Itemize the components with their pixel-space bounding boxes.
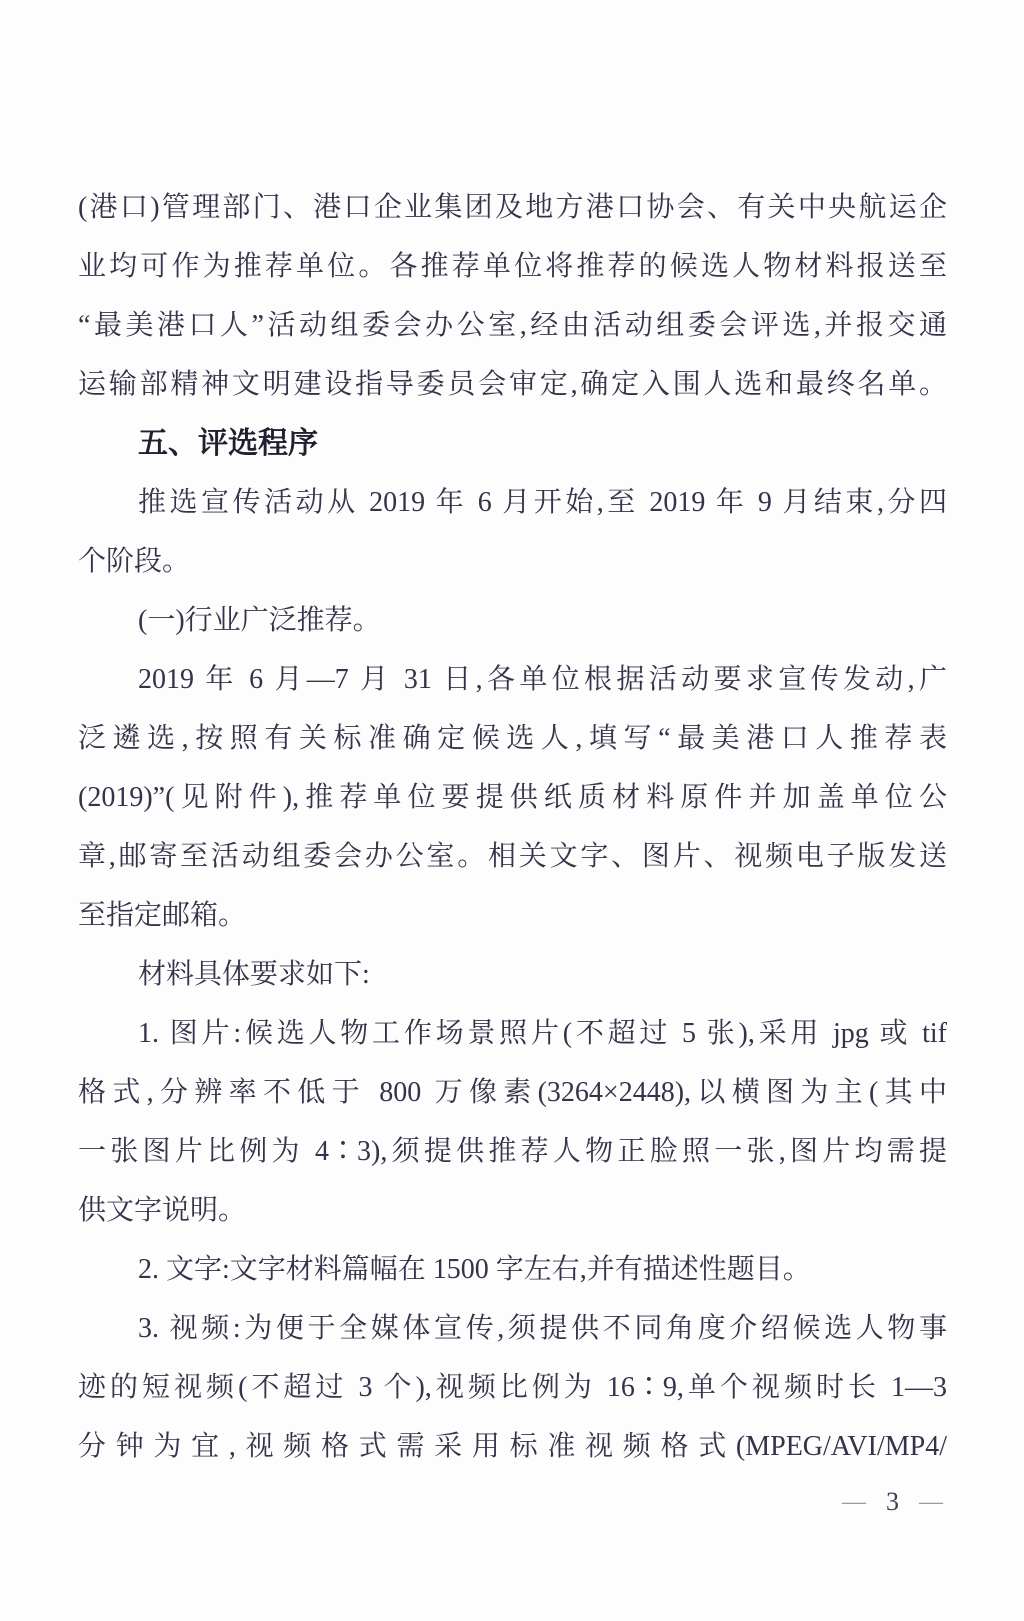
text-line: 至指定邮箱。	[78, 900, 247, 931]
text-line: 一张图片比例为 4∶3),须提供推荐人物正脸照一张,图片均需提	[78, 1136, 947, 1167]
section-heading: 五、评选程序	[138, 427, 318, 460]
text-line: (港口)管理部门、港口企业集团及地方港口协会、有关中央航运企	[78, 192, 947, 223]
footer-dash-left: —	[842, 1489, 866, 1515]
text-line: 章,邮寄至活动组委会办公室。相关文字、图片、视频电子版发送	[78, 841, 947, 872]
text-line: (2019)”(见附件),推荐单位要提供纸质材料原件并加盖单位公	[78, 782, 947, 813]
text-line: 业均可作为推荐单位。各推荐单位将推荐的候选人物材料报送至	[78, 251, 947, 282]
text-line: “最美港口人”活动组委会办公室,经由活动组委会评选,并报交通	[78, 310, 947, 341]
text-line: 2. 文字:文字材料篇幅在 1500 字左右,并有描述性题目。	[138, 1254, 811, 1285]
footer-dash-right: —	[919, 1489, 943, 1515]
text-line: 3. 视频:为便于全媒体宣传,须提供不同角度介绍候选人物事	[138, 1313, 947, 1344]
text-line: 推选宣传活动从 2019 年 6 月开始,至 2019 年 9 月结束,分四	[138, 487, 947, 518]
text-line: 迹的短视频(不超过 3 个),视频比例为 16∶9,单个视频时长 1—3	[78, 1372, 947, 1403]
text-line: 泛遴选,按照有关标准确定候选人,填写“最美港口人推荐表	[78, 723, 947, 754]
page-number: 3	[886, 1487, 899, 1516]
text-line: 个阶段。	[78, 546, 191, 577]
text-line: 格式,分辨率不低于 800 万像素(3264×2448),以横图为主(其中	[78, 1077, 947, 1108]
text-line: 供文字说明。	[78, 1195, 247, 1226]
text-line: 1. 图片:候选人物工作场景照片(不超过 5 张),采用 jpg 或 tif	[138, 1018, 947, 1049]
text-line: 材料具体要求如下:	[138, 959, 370, 990]
text-line: (一)行业广泛推荐。	[138, 605, 381, 636]
text-line: 分钟为宜,视频格式需采用标准视频格式(MPEG/AVI/MP4/	[78, 1431, 947, 1462]
text-line: 2019 年 6 月—7 月 31 日,各单位根据活动要求宣传发动,广	[138, 664, 947, 695]
document-body	[78, 178, 947, 1476]
page-footer	[842, 1482, 943, 1522]
text-line: 运输部精神文明建设指导委员会审定,确定入围人选和最终名单。	[78, 369, 947, 400]
